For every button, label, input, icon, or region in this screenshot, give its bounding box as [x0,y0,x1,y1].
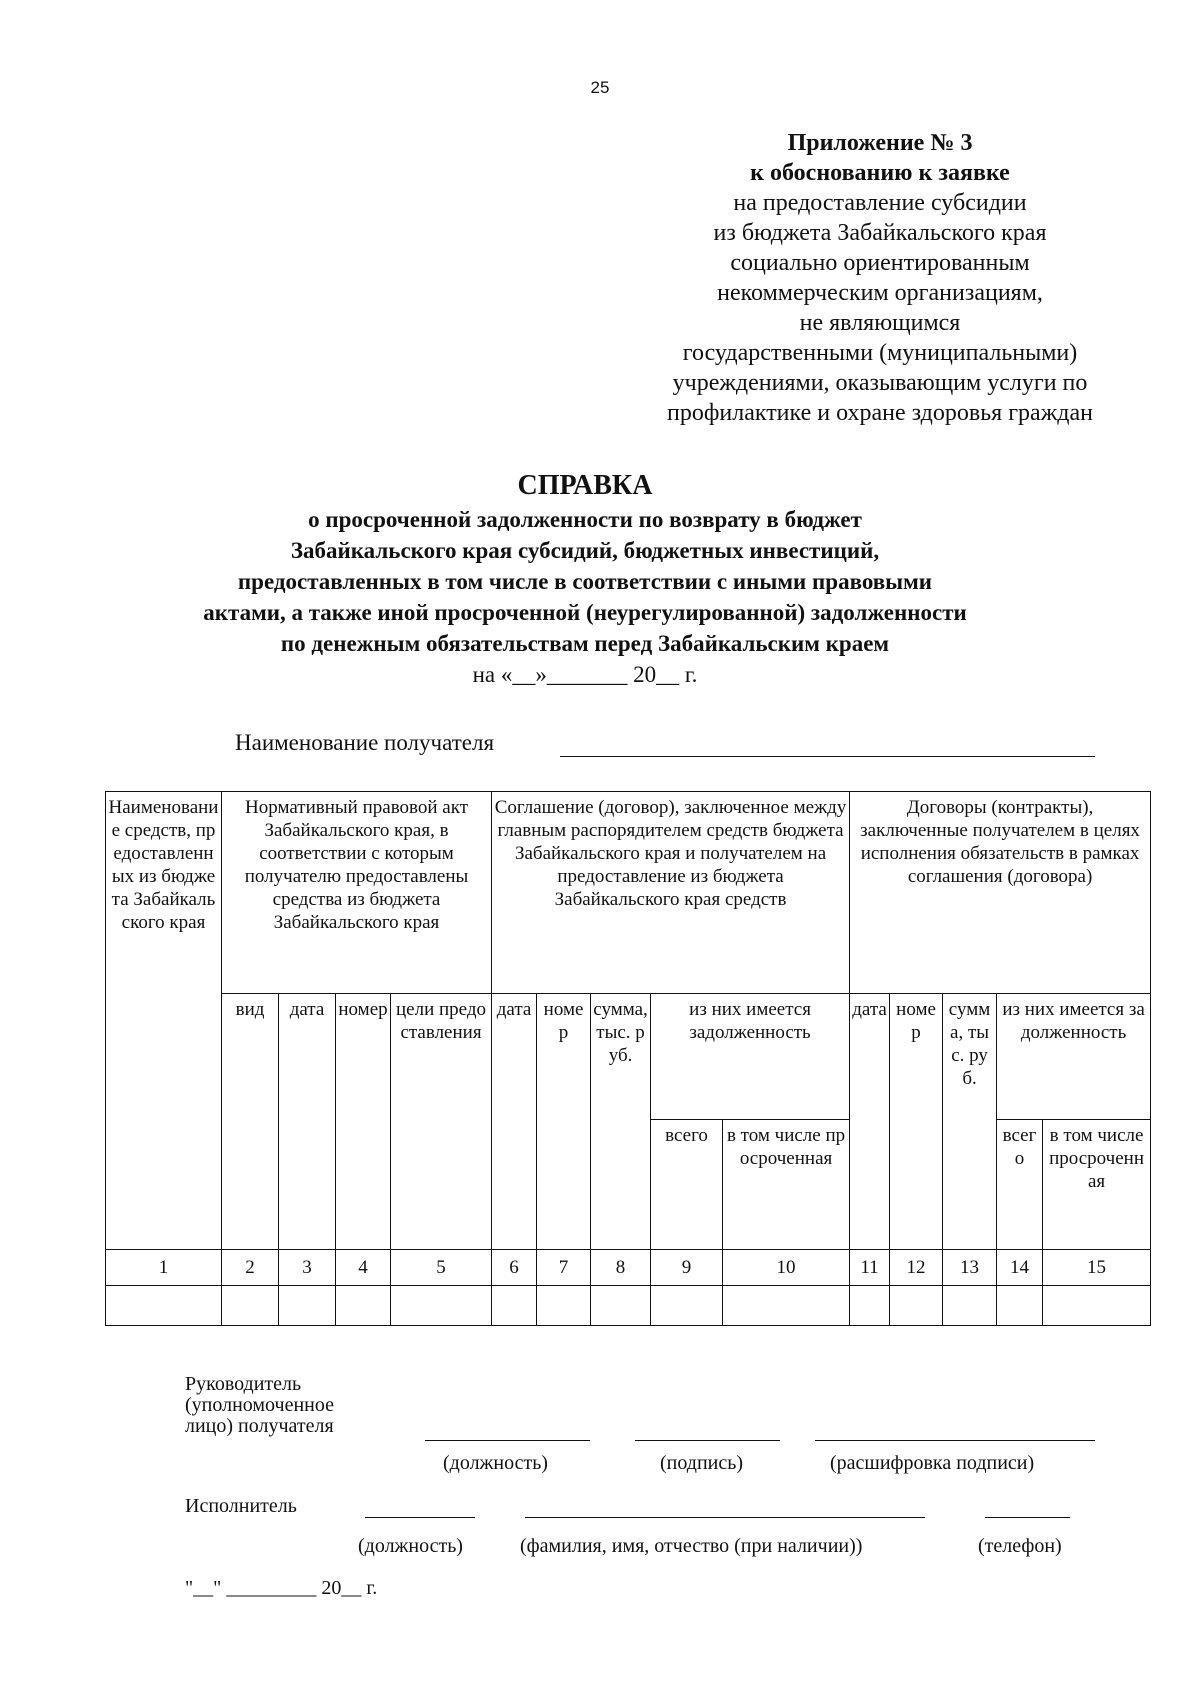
appendix-line: не являющимся [799,310,961,336]
executor-phone-caption: (телефон) [978,1535,1062,1557]
header-contract-debt: из них имеется задолженность [997,994,1151,1120]
head-signature-caption: (подпись) [660,1452,744,1474]
header-agreement-debt-total: всего [651,1120,723,1250]
header-legal-act: Нормативный правовой акт Забайкальского края, в соответствии с которым получателю предоставлены средства из бюджета Забайкальского края [222,792,492,994]
executor-fio-caption: (фамилия, имя, отчество (при наличии)) [520,1535,863,1557]
column-number: 5 [391,1250,492,1286]
column-number: 8 [591,1250,651,1286]
executor-fio-line [525,1517,925,1518]
head-signature-line [635,1440,780,1441]
empty-cell [651,1286,723,1326]
page-number: 25 [590,78,610,97]
head-position-line [425,1440,590,1441]
debt-table [105,791,1151,1326]
column-number: 3 [279,1250,336,1286]
header-number: номер [336,994,391,1250]
signature-date: "__" _________ 20__ г. [185,1577,378,1599]
column-numbers-row [106,1250,1151,1286]
appendix-line: учреждениями, оказывающим услуги по [672,370,1088,396]
column-number: 4 [336,1250,391,1286]
column-number: 12 [890,1250,943,1286]
head-decoding-caption: (расшифровка подписи) [830,1452,1035,1474]
empty-cell [279,1286,336,1326]
header-agreement-debt: из них имеется задолженность [651,994,850,1120]
header-agreement-number: номер [537,994,591,1250]
empty-cell [1043,1286,1151,1326]
column-number: 9 [651,1250,723,1286]
column-number: 15 [1043,1250,1151,1286]
recipient-field-line [560,756,1095,757]
appendix-line: профилактике и охране здоровья граждан [666,400,1093,426]
column-number: 6 [492,1250,537,1286]
header-agreement-debt-overdue: в том числе просроченная [723,1120,850,1250]
executor-phone-line [985,1517,1070,1518]
executor-position-caption: (должность) [358,1535,463,1557]
column-number: 14 [997,1250,1043,1286]
header-contract-debt-overdue: в том числе просроченная [1043,1120,1151,1250]
header-agreement: Соглашение (договор), заключенное между главным распорядителем средств бюджета Забайкальского края и получателем на предоставление из бюджета Забайкальского края средств [492,792,850,994]
head-position-caption: (должность) [443,1452,548,1474]
title-line: о просроченной задолженности по возврату в бюджет [308,507,862,532]
head-label: Руководитель (уполномоченное лицо) получателя [185,1373,335,1437]
empty-cell [997,1286,1043,1326]
document-title [170,468,1000,690]
executor-label: Исполнитель [185,1495,297,1517]
appendix-subtitle: к обоснованию к заявке [750,160,1010,186]
empty-cell [723,1286,850,1326]
empty-cell [222,1286,279,1326]
column-number: 13 [943,1250,997,1286]
header-purpose: цели предоставления [391,994,492,1250]
header-contracts: Договоры (контракты), заключенные получателем в целях исполнения обязательств в рамках соглашения (договора) [850,792,1151,994]
empty-cell [391,1286,492,1326]
executor-position-line [365,1517,475,1518]
appendix-line: социально ориентированным [730,250,1030,276]
title-date: на «__»_______ 20__ г. [472,662,698,687]
appendix-line: некоммерческим организациям, [717,280,1043,306]
header-contract-sum: сумма, тыс. руб. [943,994,997,1250]
appendix-line: на предоставление субсидии [733,190,1027,216]
header-type: вид [222,994,279,1250]
title-main: СПРАВКА [517,470,653,501]
head-decoding-line [815,1440,1095,1441]
header-contract-date: дата [850,994,890,1250]
title-line: по денежным обязательствам перед Забайкальским краем [280,631,890,656]
header-contract-debt-total: всего [997,1120,1043,1250]
empty-cell [890,1286,943,1326]
header-agreement-sum: сумма, тыс. руб. [591,994,651,1250]
column-number: 7 [537,1250,591,1286]
empty-cell [850,1286,890,1326]
title-line: актами, а также иной просроченной (неурегулированной) задолженности [203,600,967,625]
appendix-header [620,128,1140,428]
empty-cell [537,1286,591,1326]
title-line: предоставленных в том числе в соответствии с иными правовыми [237,569,933,594]
empty-cell [106,1286,222,1326]
header-date: дата [279,994,336,1250]
column-number: 2 [222,1250,279,1286]
appendix-line: государственными (муниципальными) [682,340,1078,366]
column-number: 10 [723,1250,850,1286]
header-contract-number: номер [890,994,943,1250]
empty-cell [943,1286,997,1326]
appendix-title: Приложение № 3 [787,130,973,156]
header-agreement-date: дата [492,994,537,1250]
recipient-label: Наименование получателя [235,730,495,755]
header-funds-name: Наименование средств, предоставленных из бюджета Забайкальского края [106,792,222,1250]
column-number: 11 [850,1250,890,1286]
empty-cell [591,1286,651,1326]
appendix-line: из бюджета Забайкальского края [713,220,1047,246]
empty-data-row [106,1286,1151,1326]
empty-cell [336,1286,391,1326]
title-line: Забайкальского края субсидий, бюджетных инвестиций, [290,538,880,563]
column-number: 1 [106,1250,222,1286]
empty-cell [492,1286,537,1326]
